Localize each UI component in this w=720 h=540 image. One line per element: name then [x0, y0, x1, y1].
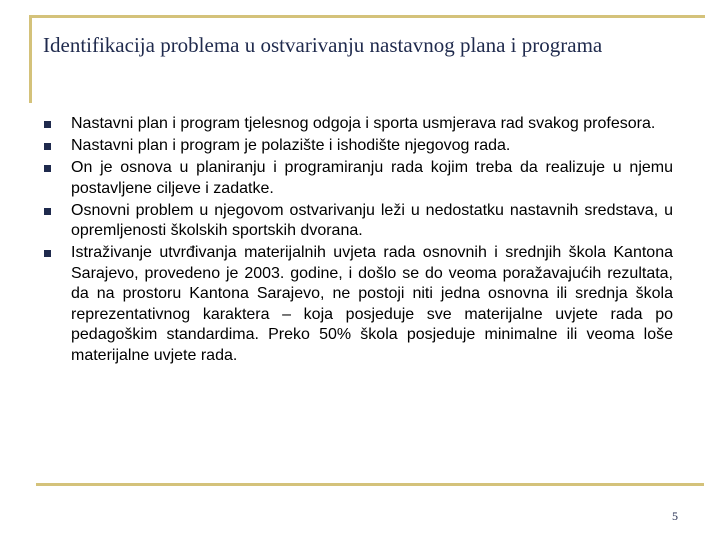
- square-bullet-icon: [44, 250, 51, 257]
- slide-title: Identifikacija problema u ostvarivanju nastavnog plana i programa: [43, 33, 603, 57]
- bullet-item: [44, 158, 673, 199]
- square-bullet-icon: [44, 121, 51, 128]
- bullet-text: Istraživanje utvrđivanja materijalnih uvjeta rada osnovnih i srednjih škola Kantona Sarajevo, provedeno je 2003. godine, i došlo se do veoma poražavajućih rezultata, da na prostoru Kantona Sarajevo, ne postoji niti jedna osnovna ili srednja škola reprezentativnog karaktera – koja posjeduje sve materijalne uvjete rada po pedagoškim standardima. Preko 50% škola posjeduje minimalne ili veoma loše materijalne uvjete rada.: [71, 244, 673, 364]
- square-bullet-icon: [44, 143, 51, 150]
- bullet-text: Nastavni plan i program tjelesnog odgoja i sporta usmjerava rad svakog profesora.: [71, 115, 656, 132]
- bullet-text: On je osnova u planiranju i programiranju rada kojim treba da realizuje u njemu postavljene ciljeve i zadatke.: [71, 159, 673, 197]
- bullet-item: [44, 114, 673, 135]
- page-number: 5: [672, 509, 678, 523]
- bullet-item: [44, 243, 673, 366]
- bullet-item: [44, 136, 673, 157]
- square-bullet-icon: [44, 165, 51, 172]
- frame-left-line: [29, 15, 32, 103]
- bullet-text: Nastavni plan i program je polazište i ishodište njegovog rada.: [71, 137, 511, 154]
- square-bullet-icon: [44, 208, 51, 215]
- frame-top-line: [29, 15, 705, 18]
- bullet-item: [44, 201, 673, 242]
- bullet-list: [44, 114, 673, 368]
- frame-bottom-line: [36, 483, 704, 486]
- bullet-text: Osnovni problem u njegovom ostvarivanju leži u nedostatku nastavnih sredstava, u opremljenosti školskih sportskih dvorana.: [71, 201, 673, 239]
